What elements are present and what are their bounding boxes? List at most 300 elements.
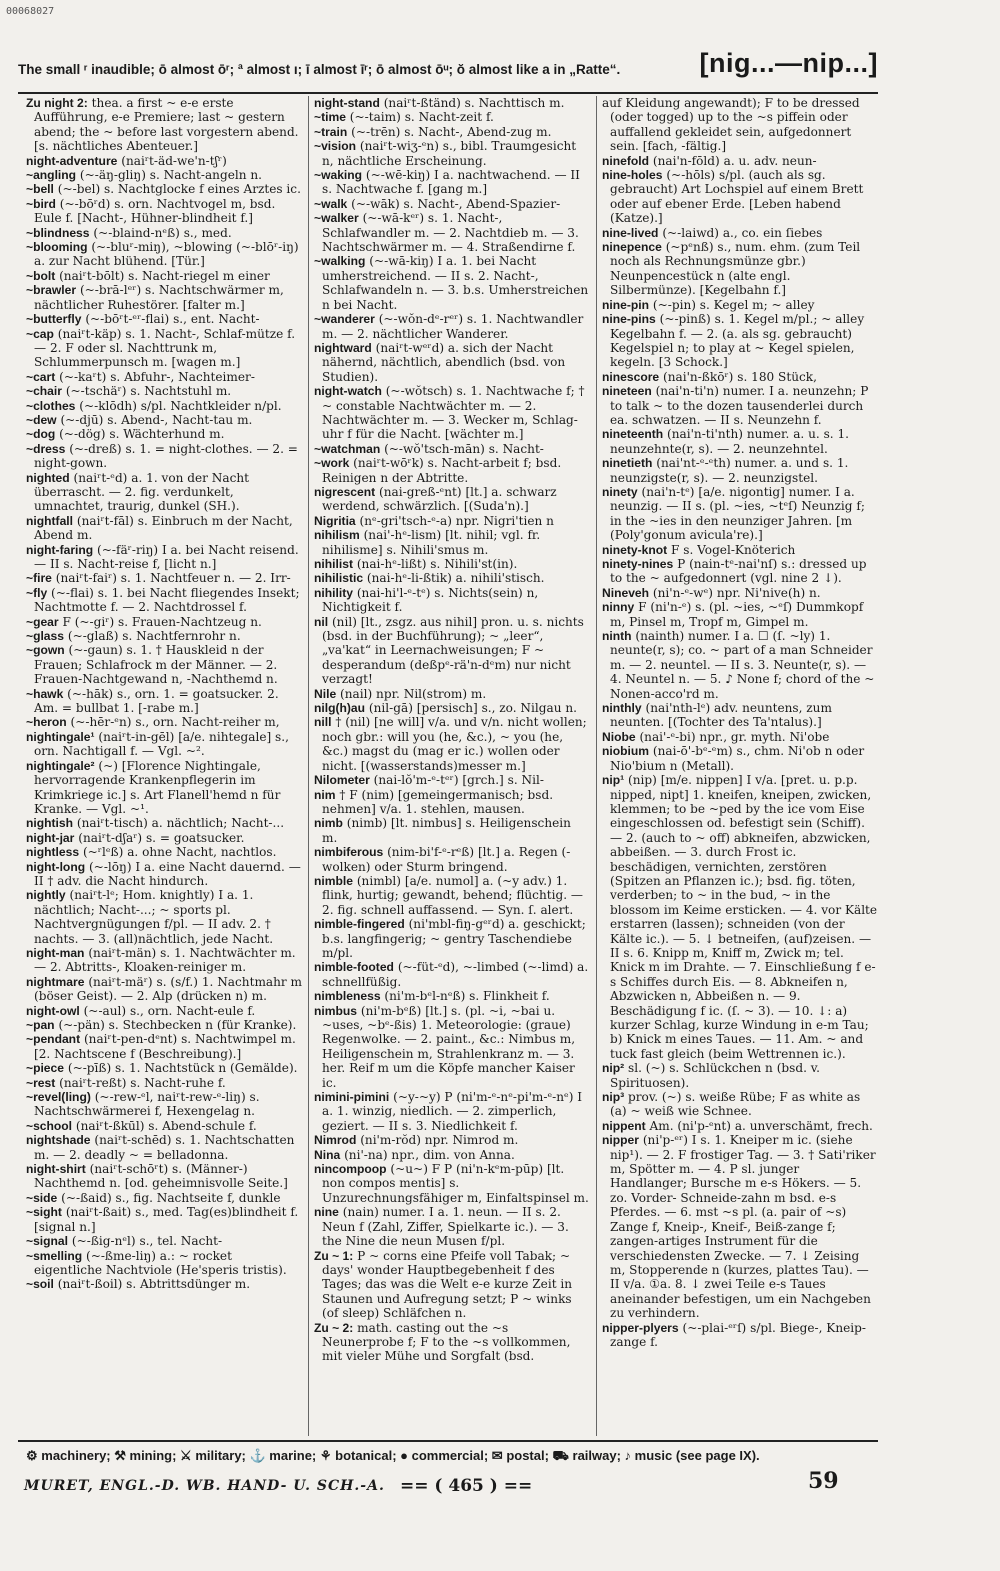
column-2 (308, 96, 590, 1436)
entry-definition: P ~ corns eine Pfeife voll Tabak; ~ days' wonder Hauptbegebenheit f des Tages; das was die Welt e-e kurze Zeit in Staunen und Aufregung setzt; P ~ winks (of sleep) Schläfchen n. (322, 1248, 573, 1321)
entry-headword: nip¹ (602, 773, 625, 788)
entry-definition: (~-flai) s. 1. bei Nacht fliegendes Insekt; Nachtmotte f. — 2. Nachtdrossel f. (34, 585, 300, 615)
entry-headword: ~side (26, 1190, 58, 1205)
entry-definition: (~-blaind-nᵉß) s., med. (93, 225, 232, 240)
entry-definition: (~-bōʳd) s. orn. Nachtvogel m, bsd. Eule f. [Nacht-, Hühner-blindheit f.] (34, 196, 276, 226)
dictionary-entry (602, 456, 878, 485)
entry-definition: (~-ßme-liŋ) a.: ~ rocket eigentliche Nachtviole (He'speris tristis). (34, 1248, 287, 1277)
entry-headword: Zu ~ 2: (314, 1320, 354, 1335)
dictionary-entry (602, 701, 878, 730)
entry-headword: nipper (602, 1133, 639, 1148)
dictionary-entry (602, 543, 878, 557)
dictionary-entry (26, 226, 302, 240)
entry-definition: (~-bluʳ-miŋ), ~blowing (~-blōʳ-iŋ) a. zur Nacht blühend. [Tür.] (34, 240, 299, 269)
entry-definition: (~) [Florence Nightingale, hervorragende Krankenpflegerin im Krimkriege ic.] s. Art Flanell'hemd n für Kranke. — Vgl. ~¹. (34, 758, 281, 816)
dictionary-entry (314, 341, 590, 384)
dictionary-entry (602, 427, 878, 456)
entry-definition: † (nil) [ne will] v/a. und v/n. nicht wollen; noch gbr.: will you (he, &c.), ~ you (he, &c.) magst du (mag er ic.) wollen oder nicht. [(wasserstands)messer m.] (322, 715, 587, 773)
entry-definition: (nil-gā) [persisch] s., zo. Nilgau n. (368, 701, 577, 716)
entry-definition: (~-kaʳt) s. Abfuhr-, Nachteimer- (59, 369, 255, 384)
dictionary-entry (602, 1119, 878, 1133)
dictionary-entry (314, 845, 590, 874)
entry-definition: (~-gaun) s. 1. † Hauskleid n der Frauen; Schlafrock m der Männer. — 2. Frauen-Nachtgewand n, -Nachthemd n. (34, 643, 278, 687)
dictionary-entry (314, 168, 590, 197)
entry-definition: (~pᵉnß) s., num. ehm. (zum Teil noch als Rechnungsmünze gbr.) Neunpencestück n (alte engl. Silbermünze). [Kegelbahn f.] (610, 240, 861, 298)
entry-headword: ninescore (602, 369, 660, 384)
entry-definition: (ni'm-bᵉl-nᵉß) s. Flinkheit f. (384, 989, 550, 1004)
entry-definition: Am. (ni'p-ᵉnt) a. unverschämt, frech. (649, 1118, 873, 1133)
dictionary-entry (314, 816, 590, 845)
dictionary-entry (602, 557, 878, 586)
entry-definition: (naiʳt-in-gēl) [a/e. nihtegale] s., orn. Nachtigall f. — Vgl. ~². (34, 729, 289, 759)
entry-headword: night-jar (26, 830, 75, 845)
entry-headword: night-faring (26, 542, 94, 557)
entry-headword: ~train (314, 124, 348, 139)
dictionary-entry (26, 1090, 302, 1119)
entry-headword: ~hawk (26, 686, 64, 701)
entry-headword: nightshade (26, 1133, 91, 1148)
dictionary-entry (26, 1191, 302, 1205)
entry-definition: (~-djū) s. Abend-, Nacht-tau m. (60, 412, 253, 427)
entry-definition: (~-wā-kᵉʳ) s. 1. Nacht-, Schlafwandler m. — 2. Nachtdieb m. — 3. Nachtschwärmer m. — 4. Straßendirne f. (322, 211, 579, 255)
entry-definition: (naiʳt-schōʳt) s. (Männer-) Nachthemd n. [od. geheimnisvolle Seite.] (34, 1162, 288, 1191)
dictionary-entry (314, 211, 590, 254)
entry-definition: (~-pin) s. Kegel m; ~ alley (652, 297, 815, 312)
entry-headword: ~fly (26, 585, 48, 600)
dictionary-entry (26, 816, 302, 830)
entry-headword: ~blindness (26, 225, 90, 240)
dictionary-entry (26, 197, 302, 226)
dictionary-entry (314, 557, 590, 571)
entry-definition: (naiʳt-wiʒ-ᵉn) s., bibl. Traumgesicht n, nächtliche Erscheinung. (322, 139, 577, 168)
entry-definition: (~-tschäʳ) s. Nachtstuhl m. (65, 384, 232, 399)
dictionary-entry (314, 701, 590, 715)
entry-headword: nihilist (314, 557, 353, 571)
entry-definition: thea. a first ~ e-e erste Aufführung, e-e Premiere; last ~ gestern abend; the ~ before last vorgestern abend. [s. nächtliches Abenteuer.] (34, 96, 299, 154)
entry-definition: (ni'p-ᵉʳ) I s. 1. Kneiper m ic. (siehe nip¹). — 2. F frostiger Tag. — 3. † Sati'riker m, Spötter m. — 4. P sl. junger Handlanger; Bursche m e-s Hökers. — 5. zo. Vorder- Schneide-zahn m bsd. e-s Pferdes. — 6. mst ~s pl. (a. pair of ~s) Zange f, Kneip-, Kneif-, Beiß-zange f; zangen-artiges Instrument für die verschiedensten Zwecke. — 7. ↓ Zeising m, Stopperende n (kurzes, plattes Tau). — II v/a. ①a. 8. ↓ zwei Teile e-s Taues aneinander befestigen, um ein Nachgeben zu verhindern. (610, 1133, 876, 1321)
entry-definition: (naiʳt-äd-we'n-tʃʳ) (121, 153, 227, 168)
dictionary-entry (314, 874, 590, 917)
dictionary-entry (314, 1249, 590, 1321)
dictionary-entry (314, 1090, 590, 1133)
entry-headword: ~watchman (314, 441, 381, 456)
entry-headword: ~walk (314, 196, 348, 211)
symbol-legend: ⚙ machinery; ⚒ mining; ⚔ military; ⚓ marine; ⚘ botanical; ● commercial; ✉ postal; ⛟ railway; ♪ music (see page IX). (26, 1448, 760, 1463)
entry-headword: nightless (26, 845, 80, 860)
entry-headword: nimble-fingered (314, 917, 405, 932)
entry-headword: niobium (602, 744, 650, 759)
entry-headword: nine-holes (602, 168, 663, 183)
dictionary-entry (314, 1004, 590, 1090)
entry-headword: nincompoop (314, 1162, 387, 1177)
dictionary-entry (26, 1004, 302, 1018)
entry-headword: nightfall (26, 513, 74, 528)
entry-headword: ninety (602, 484, 638, 499)
entry-headword: nimbleness (314, 989, 381, 1004)
entry-headword: ~waking (314, 168, 363, 183)
dictionary-entry (314, 917, 590, 960)
entry-definition: (~-ßaid) s., fig. Nachtseite f, dunkle (61, 1190, 281, 1205)
entry-headword: ~bird (26, 196, 56, 211)
dictionary-entry (26, 1119, 302, 1133)
entry-definition: † F (nim) [gemeingermanisch; bsd. nehmen] v/a. 1. stehlen, mausen. (322, 787, 554, 816)
dictionary-entry (602, 1061, 878, 1090)
entry-headword: Nina (314, 1147, 341, 1162)
dictionary-entry (602, 312, 878, 370)
entry-headword: nil (314, 614, 329, 629)
entry-definition: (~-aul) s., orn. Nacht-eule f. (83, 1003, 256, 1018)
entry-definition: (nai'n-ti'nth) numer. a. u. s. 1. neunzehnte(r, s). — 2. neunzehntel. (610, 427, 850, 456)
column-1 (26, 96, 302, 1436)
entry-definition: (nain) numer. I a. 1. neun. — II s. 2. Neun f (Zahl, Ziffer, Spielkarte ic.). — 3. the Nine die neun Musen f/pl. (322, 1205, 569, 1249)
dictionary-entry (26, 399, 302, 413)
dictionary-entry (602, 773, 878, 1061)
dictionary-entry (314, 715, 590, 773)
dictionary-entry (602, 154, 878, 168)
entry-definition: (~-wā-kiŋ) I a. 1. bei Nacht umherstreichend. — II s. 2. Nacht-, Schlafwandeln n. — 3. b.s. Umherstreichen n bei Nacht. (322, 254, 589, 312)
column-3 (596, 96, 878, 1436)
dictionary-entry (26, 269, 302, 283)
dictionary-entry (26, 427, 302, 441)
entry-definition: (naiʳt-fāl) s. Einbruch m der Nacht, Abend m. (34, 513, 293, 543)
dictionary-entry (314, 485, 590, 514)
entry-headword: ~blooming (26, 240, 88, 255)
entry-headword: ~cart (26, 369, 56, 384)
entry-headword: ~smelling (26, 1248, 83, 1263)
dictionary-entry (314, 1162, 590, 1205)
entry-headword: Nineveh (602, 585, 650, 600)
entry-headword: night-watch (314, 384, 382, 399)
entry-headword: ~dew (26, 412, 57, 427)
entry-definition: P (nain-tᵉ-nai'nſ) s.: dressed up to the ~ aufgedonnert (vgl. nine 2 ↓). (610, 557, 867, 586)
dictionary-entry (602, 226, 878, 240)
entry-headword: ~walking (314, 254, 366, 269)
entry-definition: (nai-ō'-bᵉ-ᵉm) s., chm. Ni'ob n oder Nio'bium n (Metall). (610, 744, 865, 773)
dictionary-entry (26, 168, 302, 182)
entry-definition: (~-glaß) s. Nachtfernrohr n. (67, 629, 241, 644)
entry-headword: ~bell (26, 182, 54, 197)
dictionary-entry (26, 442, 302, 471)
entry-definition: (~-trēn) s. Nacht-, Abend-zug m. (351, 124, 552, 139)
dictionary-entry (314, 384, 590, 442)
dictionary-entry (314, 96, 590, 110)
entry-definition: (~-dög) s. Wächterhund m. (59, 427, 225, 442)
dictionary-entry (26, 860, 302, 889)
entry-definition: (naiʳt-reßt) s. Nacht-ruhe f. (59, 1075, 226, 1090)
entry-definition: (~-ßig-nᵉl) s., tel. Nacht- (71, 1234, 223, 1249)
entry-headword: ~school (26, 1118, 73, 1133)
entry-definition: (~-bōʳt-ᵉʳ-flai) s., ent. Nacht- (85, 312, 260, 327)
entry-headword: nineteen (602, 384, 652, 399)
entry-definition: (nai'n-ti'n) numer. I a. neunzehn; P to talk ~ to the dozen tausenderlei durch ea. schwatzen. — II s. Neunzehn f. (610, 384, 869, 427)
dictionary-entry (26, 1032, 302, 1061)
dictionary-entry (26, 615, 302, 629)
dictionary-entry (26, 730, 302, 759)
entry-headword: ninth (602, 629, 632, 644)
entry-headword: ~pan (26, 1018, 55, 1032)
entry-headword: nine-pin (602, 297, 650, 312)
entry-definition: (~-wŏn-dᵉ-rᵉʳ) s. 1. Nachtwandler m. — 2. nächtlicher Wanderer. (322, 312, 584, 341)
dictionary-entry (26, 831, 302, 845)
entry-definition: (ni'-na) npr., dim. von Anna. (344, 1147, 515, 1162)
entry-headword: Nile (314, 686, 337, 701)
entry-definition: (nai'n-fōld) a. u. adv. neun- (652, 153, 817, 168)
entry-headword: nine-pins (602, 312, 656, 327)
entry-headword: Nimrod (314, 1133, 357, 1148)
entry-headword: ~revel(ling) (26, 1090, 91, 1105)
dictionary-entry (314, 197, 590, 211)
entry-definition: F s. Vogel-Knöterich (671, 542, 796, 557)
entry-definition: (nai'-ᵉ-bi) npr., gr. myth. Ni'obe (639, 729, 830, 744)
entry-definition: (nainth) numer. I a. ☐ (ſ. ~ly) 1. neunte(r, s); co. ~ part of a man Schneider m. — 2. neuntel. — II s. 3. Neunte(r, s). — 4. Neuntel n. — 5. ♪ None f; chord of the ~ Nonen-acco'rd m. (610, 629, 875, 701)
footer-rule (18, 1440, 878, 1442)
dictionary-entry (314, 615, 590, 687)
dictionary-entry (314, 125, 590, 139)
entry-headword: ~piece (26, 1061, 64, 1076)
entry-definition: (nai-greß-ᵉnt) [lt.] a. schwarz werdend, schwärzlich. [(Suda'n).] (322, 484, 557, 514)
header-rule (18, 92, 878, 94)
entry-definition: (nil) [lt., zsgz. aus nihil] pron. u. s. nichts (bsd. in der Buchführung); ~ „leer“, „va'kat“ in Leernachweisungen; F ~ desperandum (deßpᵉ-rä'n-dᵉm) nur nicht verzagt! (322, 614, 584, 687)
dictionary-entry (26, 759, 302, 817)
entry-headword: ~soil (26, 1277, 54, 1292)
pronunciation-key: The small ʳ inaudible; ō almost ōʳ; ª almost ı; ī almost īʳ; ō almost ōᵘ; ŏ almost like a in „Ratte“. (18, 62, 621, 77)
scan-id: 00068027 (6, 6, 55, 17)
entry-headword: nightly (26, 888, 66, 903)
entry-headword: ~heron (26, 715, 67, 730)
entry-headword: ~walker (314, 211, 359, 226)
dictionary-entry (26, 571, 302, 585)
dictionary-entry (602, 586, 878, 600)
entry-headword: nill (314, 715, 332, 730)
entry-definition: (nai-lŏ'm-ᵉ-tᵉʳ) [grch.] s. Nil- (373, 773, 544, 788)
dictionary-entry (26, 471, 302, 514)
entry-headword: nim (314, 787, 336, 802)
entry-definition: (~-wŏ'tsch-mān) s. Nacht- (384, 441, 544, 456)
entry-definition: (nai'-hᵉ-lism) [lt. nihil; vgl. fr. nihilisme] s. Nihili'smus m. (322, 528, 541, 557)
entry-headword: nip³ (602, 1090, 625, 1105)
dictionary-entry (26, 888, 302, 946)
entry-definition: prov. (~) s. weiße Rübe; F as white as (a) ~ weiß wie Schnee. (610, 1090, 861, 1119)
entry-definition: F (~-giʳ) s. Frauen-Nachtzeug n. (62, 614, 262, 629)
entry-headword: ninefold (602, 153, 650, 168)
dictionary-entry (26, 413, 302, 427)
dictionary-entry (26, 586, 302, 615)
entry-definition: (naiʳt-käp) s. 1. Nacht-, Schlaf-mütze f. — 2. F oder sl. Nachttrunk m, Schlummerpunsch m. [wagen m.] (34, 326, 296, 370)
entry-definition: math. casting out the ~s Neunerprobe f; F to the ~s vollkommen, mit vieler Mühe und Sorgfalt (bsd. (322, 1320, 571, 1364)
entry-definition: (nai-hᵉ-lißt) s. Nihili'st(in). (356, 557, 518, 571)
dictionary-entry (314, 514, 590, 528)
entry-headword: ~dress (26, 441, 66, 456)
entry-headword: Zu ~ 1: (314, 1248, 354, 1263)
dictionary-entry (26, 1061, 302, 1075)
dictionary-entry (602, 730, 878, 744)
entry-definition: (~-pīß) s. 1. Nachtstück n (Gemälde). (67, 1061, 298, 1076)
entry-definition: F (ni'n-ᵉ) s. (pl. ~ies, ~ᵉſ) Dummkopf m, Pinsel m, Tropf m, Gimpel m. (610, 600, 864, 629)
dictionary-entry (26, 384, 302, 398)
dictionary-entry (602, 240, 878, 298)
dictionary-entry (602, 1133, 878, 1320)
entry-definition: (~y-~y) P (ni'm-ᵉ-nᵉ-pi'm-ᵉ-nᵉ) I a. 1. winzig, niedlich. — 2. zimperlich, geziert. — II s. 3. Niedlichkeit f. (322, 1090, 583, 1133)
entry-headword: Niobe (602, 729, 636, 744)
entry-definition: (nip) [m/e. nippen] I v/a. [pret. u. p.p. nipped, nipt] 1. kneifen, kneipen, zwicken, klemmen; to be ~ped by the ice vom Eise eingeschlossen od. befestigt sein (Schiff). — 2. (auch to ~ off) abkneifen, abzwicken, abbeißen. — 3. durch Frost ic. beschädigen, vernichten, zerstören (Spitzen an Pflanzen ic.); bsd. fig. töten, verderben; to ~ in the bud, ~ in the blossom im Keime ersticken. — 4. vor Kälte erstarren (lassen); schneiden (von der Kälte ic.). — 5. ↓ betneifen, (auf)zeisen. — II s. 6. Knipp m, Kniff m, Zwick m; tel. Knick m im Drahte. — 7. Einschließung f e-s Schiffes durch Eis. — 8. Abkneifen n, Abzwicken n, Abbeißen n. — 9. Beschädigung f ic. (ſ. ~ 3). — 10. ↓: a) kurzer Schlag, kurze Windung in e-m Tau; b) Knick m eines Taues. — 11. Am. ~ and tuck fast gleich (beim Wettrennen ic.). (610, 773, 878, 1061)
dictionary-entry (26, 312, 302, 326)
entry-headword: Nilometer (314, 773, 370, 788)
dictionary-entry (26, 154, 302, 168)
entry-definition: (~-hēr-ᵉn) s., orn. Nacht-reiher m, (70, 715, 280, 730)
entry-definition: (~-plai-ᵉʳſ) s/pl. Biege-, Kneip-zange f. (610, 1320, 866, 1349)
entry-definition: (nai-hi'l-ᵉ-tᵉ) s. Nichts(sein) n, Nichtigkeit f. (322, 585, 539, 615)
entry-definition: auf Kleidung angewandt); F to be dressed (oder togged) up to the ~s piffein oder auffallend gekleidet sein, aufgedonnert sein. [fach, -fältig.] (602, 96, 860, 154)
entry-headword: ~bolt (26, 268, 56, 283)
dictionary-entry (314, 110, 590, 124)
dictionary-entry (602, 96, 878, 154)
dictionary-entry (26, 975, 302, 1004)
entry-definition: (~-brā-lᵉʳ) s. Nachtschwärmer m, nächtlicher Ruhestörer. [falter m.] (34, 283, 284, 312)
dictionary-entry (26, 182, 302, 196)
entry-headword: nine-lived (602, 225, 659, 240)
entry-headword: night-stand (314, 96, 380, 110)
dictionary-entry (26, 1205, 302, 1234)
entry-definition: (nim-bi'f-ᵉ-rᵉß) [lt.] a. Regen (-wolken) oder Sturm bringend. (322, 845, 571, 874)
dictionary-entry (602, 629, 878, 701)
entry-headword: nightingale² (26, 758, 95, 773)
entry-headword: nipper-plyers (602, 1320, 679, 1335)
entry-headword: ninety-nines (602, 557, 674, 571)
entry-headword: ~cap (26, 326, 54, 341)
dictionary-entry (314, 571, 590, 585)
entry-definition: (naiʳt-schēd) s. 1. Nachtschatten m. — 2. deadly ~ = belladonna. (34, 1133, 295, 1162)
entry-definition: (nai'n-ßkōʳ) s. 180 Stück, (663, 369, 817, 384)
entry-headword: nigrescent (314, 484, 376, 499)
entry-headword: ~brawler (26, 283, 77, 298)
entry-headword: ~clothes (26, 398, 76, 413)
entry-headword: nimble (314, 873, 353, 888)
entry-definition: (~-füt-ᵉd), ~-limbed (~-limd) a. schnellfüßig. (322, 960, 589, 989)
dictionary-entry (602, 370, 878, 384)
dictionary-entry (314, 139, 590, 168)
dictionary-entry (602, 384, 878, 427)
entry-headword: nihility (314, 585, 353, 600)
entry-headword: ~sight (26, 1205, 62, 1220)
dictionary-entry (26, 1277, 302, 1291)
entry-definition: (nail) npr. Nil(strom) m. (340, 686, 487, 701)
entry-headword: ~gown (26, 643, 65, 658)
entry-headword: nineteenth (602, 427, 664, 442)
entry-headword: ~gear (26, 614, 59, 629)
entry-headword: nimbiferous (314, 845, 384, 860)
entry-headword: ninny (602, 600, 635, 615)
entry-definition: (ni'm-bᵉß) [lt.] s. (pl. ~i, ~bai u. ~uses, ~bᵉ-ßis) 1. Meteorologie: (graue) Regenwolke. — 2. paint., &c.: Nimbus m, Heiligenschein m, Strahlenkranz m. — 3. her. Reif m um die Köpfe mancher Kaiser ic. (322, 1003, 576, 1090)
guide-words: [nig...—nip...] (699, 48, 878, 78)
dictionary-entry (26, 96, 302, 154)
entry-headword: nimbus (314, 1003, 358, 1018)
entry-definition: (naiʳt-mäʳ) s. (s/f.) 1. Nachtmahr m (böser Geist). — 2. Alp (drücken n) m. (34, 974, 302, 1004)
dictionary-entry (602, 744, 878, 773)
dictionary-entry (314, 456, 590, 485)
entry-headword: nihilistic (314, 571, 364, 586)
entry-headword: night-owl (26, 1003, 80, 1018)
dictionary-entry (314, 788, 590, 817)
dictionary-entry (602, 485, 878, 543)
dictionary-entry (26, 687, 302, 716)
entry-headword: ~rest (26, 1075, 56, 1090)
entry-headword: ~time (314, 110, 346, 125)
dictionary-entry (26, 543, 302, 572)
entry-headword: Nigritia (314, 513, 356, 528)
entry-headword: nippent (602, 1118, 646, 1133)
entry-definition: (nai'nth-lᵉ) adv. neuntens, zum neunten. [(Tochter des Ta'ntalus).] (610, 701, 832, 730)
entry-definition: (naiʳt-ßkūl) s. Abend-schule f. (75, 1118, 257, 1133)
entry-definition: (naiʳt-ßait) s., med. Tag(es)blindheit f. [signal n.] (34, 1205, 299, 1234)
dictionary-entry (26, 845, 302, 859)
entry-definition: (~-pän) s. Stechbecken n (für Kranke). (58, 1018, 297, 1032)
dictionary-entry (26, 1076, 302, 1090)
entry-definition: (naiʳt-tisch) a. nächtlich; Nacht-... (76, 816, 285, 831)
entry-definition: (ni'm-rŏd) npr. Nimrod m. (360, 1133, 519, 1148)
dictionary-entry (26, 1162, 302, 1191)
entry-definition: (nai'nt-ᵉ-ᵉth) numer. a. und s. 1. neunzigste(r, s). — 2. neunzigstel. (610, 456, 849, 485)
entry-headword: ~butterfly (26, 312, 82, 327)
entry-headword: nilg(h)au (314, 701, 366, 716)
entry-headword: night-shirt (26, 1162, 86, 1177)
entry-definition: sl. (~) s. Schlückchen n (bsd. v. Spirituosen). (610, 1061, 821, 1090)
dictionary-entry (26, 283, 302, 312)
dictionary-entry (602, 298, 878, 312)
entry-definition: (naiʳt-pen-dᵉnt) s. Nachtwimpel m. [2. Nachtscene f (Beschreibung).] (34, 1032, 296, 1061)
entry-definition: (nai-hᵉ-li-ßtik) a. nihili'stisch. (366, 571, 545, 586)
entry-headword: night-man (26, 945, 85, 960)
entry-definition: (naiʳt-lᵉ; Hom. knightly) I a. 1. nächtlich; Nacht-...; ~ sports pl. Nachtvergnügungen f/pl. — II adv. 2. † nachts. — 3. (all)nächtlich, jede Nacht. (34, 888, 274, 946)
dictionary-entry (314, 1205, 590, 1248)
dictionary-entry (314, 687, 590, 701)
entry-definition: (naiʳt-ᵉd) a. 1. von der Nacht überrascht. — 2. fig. verdunkelt, umnachtet, traurig, dunkel (SH.). (34, 470, 250, 514)
dictionary-entry (26, 1018, 302, 1032)
entry-definition: (~-rew-ᵉl, naiʳt-rew-ᵉ-liŋ) s. Nachtschwärmerei f, Hexengelag n. (34, 1090, 260, 1119)
entry-headword: ~signal (26, 1234, 69, 1249)
entry-headword: ~vision (314, 139, 357, 154)
dictionary-entry (314, 1321, 590, 1364)
entry-definition: (~-dreß) s. 1. = night-clothes. — 2. = night-gown. (34, 441, 298, 471)
entry-definition: (naiʳt-bōlt) s. Nacht-riegel m einer (59, 268, 270, 283)
dictionary-entry (26, 715, 302, 729)
entry-definition: (naiʳt-ßtänd) s. Nachttisch m. (383, 96, 565, 110)
entry-definition: (naiʳt-ßoil) s. Abtrittsdünger m. (57, 1277, 251, 1292)
entry-definition: (naiʳt-dʃaʳ) s. = goatsucker. (78, 830, 245, 845)
dictionary-entry (26, 327, 302, 370)
entry-headword: ~pendant (26, 1032, 81, 1047)
dictionary-entry (314, 960, 590, 989)
dictionary-entry (26, 240, 302, 269)
entry-headword: nimble-footed (314, 960, 394, 975)
entry-definition: (~-hāk) s., orn. 1. = goatsucker. 2. Am. = bullbat 1. [-rabe m.] (34, 686, 279, 716)
dictionary-entry (26, 514, 302, 543)
dictionary-entry (26, 946, 302, 975)
dictionary-entry (26, 643, 302, 686)
dictionary-entry (26, 1249, 302, 1278)
entry-definition: (~-laiwd) a., co. ein ſiebes (662, 225, 823, 240)
dictionary-entry (314, 1133, 590, 1147)
entry-headword: nimini-pimini (314, 1090, 390, 1105)
entry-headword: Zu night 2: (26, 96, 88, 110)
dictionary-entry (26, 370, 302, 384)
entry-definition: (nai'n-tᵉ) [a/e. nigontig] numer. I a. neunzig. — II s. (pl. ~ies, ~tᵉſ) Neunzig f; in the ~ies in den neunziger Jahren. [m (Poly'gonum avicula're).] (610, 484, 865, 543)
dictionary-columns (26, 96, 878, 1436)
entry-definition: (ni'n-ᵉ-wᵉ) npr. Ni'nive(h) n. (652, 585, 821, 600)
dictionary-entry (602, 1321, 878, 1350)
entry-headword: ~dog (26, 427, 56, 442)
entry-headword: ~chair (26, 384, 62, 399)
entry-definition: (naiʳt-män) s. 1. Nachtwächter m. — 2. Abtritts-, Kloaken-reiniger m. (34, 945, 296, 975)
